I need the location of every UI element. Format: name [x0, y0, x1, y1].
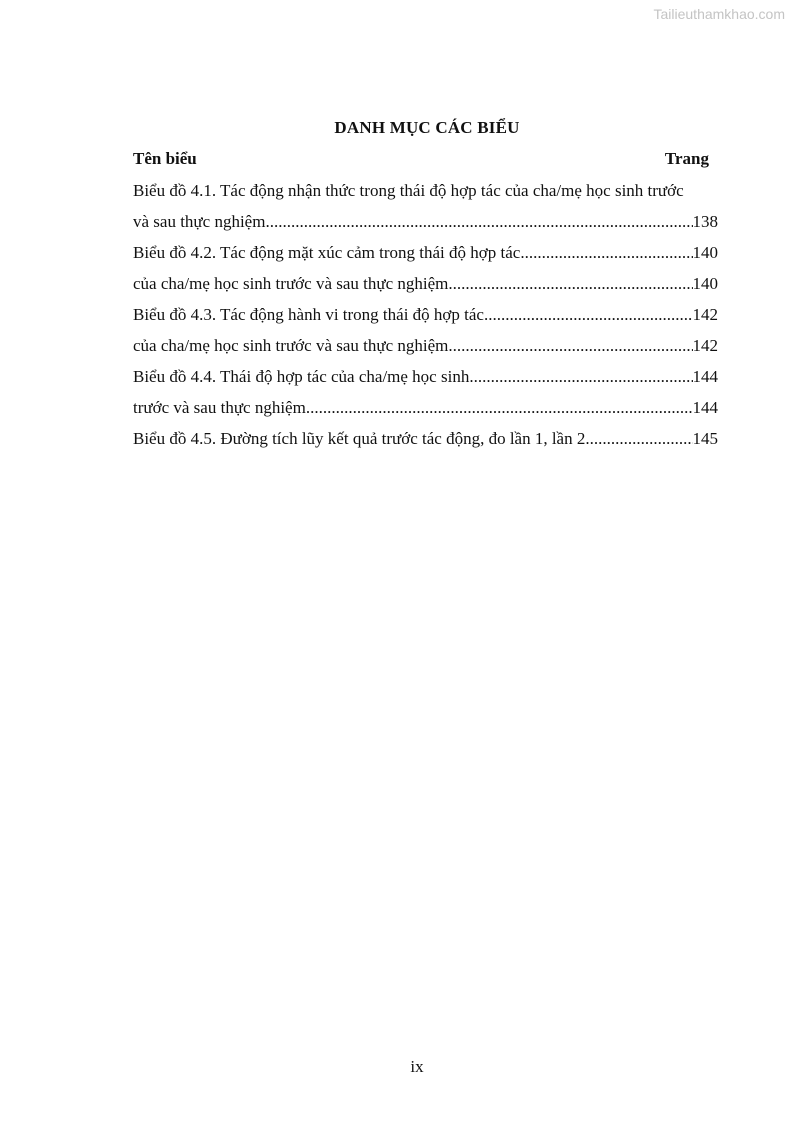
dot-leader	[265, 209, 692, 240]
chart-list	[133, 178, 718, 457]
entry-page: 142	[692, 305, 718, 324]
entry-page: 140	[692, 243, 718, 262]
page-column-header: Trang	[664, 149, 709, 168]
entry-text: trước và sau thực nghiệm	[133, 398, 306, 417]
list-item	[133, 395, 718, 426]
list-item	[133, 178, 718, 209]
entry-text: Biểu đồ 4.4. Thái độ hợp tác của cha/mẹ học sinh	[133, 367, 470, 386]
watermark: Tailieuthamkhao.com	[653, 6, 785, 22]
dot-leader	[469, 364, 692, 395]
entry-text: của cha/mẹ học sinh trước và sau thực nghiệm	[133, 336, 449, 355]
dot-leader	[306, 395, 693, 426]
list-item	[133, 240, 718, 271]
entry-text: của cha/mẹ học sinh trước và sau thực nghiệm	[133, 274, 449, 293]
list-header	[133, 149, 709, 169]
list-item	[133, 209, 718, 240]
entry-page: 140	[692, 274, 718, 293]
entry-text: Biểu đồ 4.1. Tác động nhận thức trong thái độ hợp tác của cha/mẹ học sinh trước	[133, 181, 684, 200]
dot-leader	[520, 240, 692, 271]
entry-page: 142	[692, 336, 718, 355]
entry-text: Biểu đồ 4.5. Đường tích lũy kết quả trước tác động, đo lần 1, lần 2	[133, 429, 586, 448]
entry-text: Biểu đồ 4.2. Tác động mặt xúc cảm trong thái độ hợp tác	[133, 243, 521, 262]
page-number: ix	[410, 1057, 424, 1076]
entry-page: 144	[692, 398, 718, 417]
list-item	[133, 271, 718, 302]
entry-text: và sau thực nghiệm	[133, 212, 266, 231]
dot-leader	[484, 302, 693, 333]
dot-leader	[585, 426, 692, 457]
name-column-header: Tên biểu	[133, 149, 197, 168]
entry-text: Biểu đồ 4.3. Tác động hành vi trong thái độ hợp tác	[133, 305, 484, 324]
list-item	[133, 302, 718, 333]
list-item	[133, 426, 718, 457]
dot-leader	[448, 271, 692, 302]
list-item	[133, 333, 718, 364]
entry-page: 144	[692, 367, 718, 386]
dot-leader	[448, 333, 692, 364]
entry-page: 145	[692, 429, 718, 448]
list-item	[133, 364, 718, 395]
entry-page: 138	[692, 212, 718, 231]
page-title: DANH MỤC CÁC BIỂU	[334, 118, 520, 137]
